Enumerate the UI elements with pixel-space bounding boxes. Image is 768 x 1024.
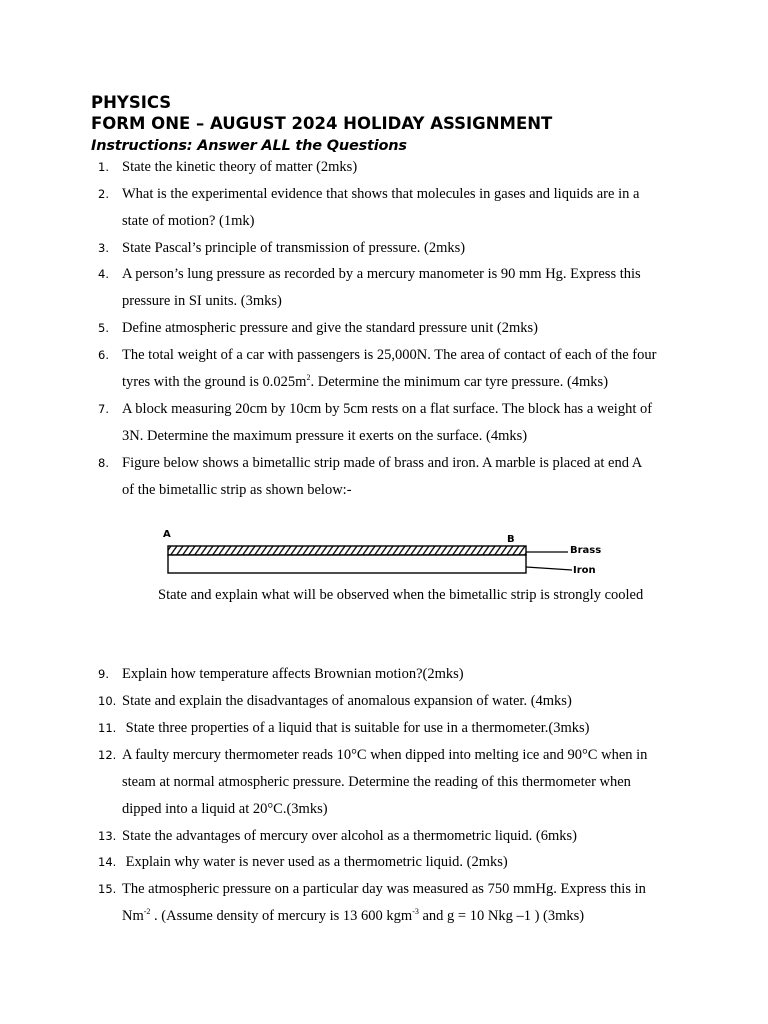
assignment-title: FORM ONE – AUGUST 2024 HOLIDAY ASSIGNMENT [91,114,553,133]
question-text: state of motion? (1mk) [122,213,255,229]
superscript: -2 [143,907,151,917]
question-number: 13. [98,829,117,843]
question-text: State Pascal’s principle of transmission of pressure. (2mks) [122,240,466,256]
question-text-part: . Determine the minimum car tyre pressure. (4mks) [310,374,609,390]
question-text: of the bimetallic strip as shown below:- [122,482,352,498]
question-text: The total weight of a car with passengers is 25,000N. The area of contact of each of the four [122,347,657,363]
label-a: A [163,529,171,540]
brass-layer [168,546,526,555]
question-number: 2. [98,187,109,201]
question-number: 14. [98,855,117,869]
question-text: steam at normal atmospheric pressure. Determine the reading of this thermometer when [122,774,631,790]
question-text: State and explain the disadvantages of anomalous expansion of water. (4mks) [122,693,572,709]
question-number: 15. [98,882,117,896]
question-text: pressure in SI units. (3mks) [122,293,282,309]
superscript: -3 [412,907,419,917]
question-number: 9. [98,667,109,681]
question-number: 5. [98,321,109,335]
question-text: What is the experimental evidence that shows that molecules in gases and liquids are in a [122,186,640,202]
question-text: State the kinetic theory of matter (2mks) [122,159,358,175]
question-number: 3. [98,241,109,255]
question-number: 8. [98,456,109,470]
question-number: 10. [98,694,117,708]
question-number: 12. [98,748,117,762]
iron-pointer-line [526,567,572,570]
question-text-part: tyres with the ground is 0.025m [122,374,307,390]
question-text: The atmospheric pressure on a particular day was measured as 750 mmHg. Express this in [122,881,646,897]
question-text: Define atmospheric pressure and give the standard pressure unit (2mks) [122,320,538,336]
question-text: A faulty mercury thermometer reads 10°C when dipped into melting ice and 90°C when in [122,747,648,763]
label-b: B [507,534,515,545]
superscript: 2 [306,373,311,383]
question-text: Explain why water is never used as a thermometric liquid. (2mks) [122,854,508,870]
question-text: State the advantages of mercury over alcohol as a thermometric liquid. (6mks) [122,828,577,844]
bimetallic-strip-figure [160,526,620,578]
question-number: 4. [98,267,109,281]
iron-layer [168,555,526,573]
question-text: Explain how temperature affects Brownian motion?(2mks) [122,666,464,682]
question-text: State three properties of a liquid that is suitable for use in a thermometer.(3mks) [122,720,590,736]
question-text: 3N. Determine the maximum pressure it exerts on the surface. (4mks) [122,428,528,444]
figure-caption: State and explain what will be observed when the bimetallic strip is strongly cooled [158,587,644,603]
question-text-part: . (Assume density of mercury is 13 600 kgm [150,908,413,924]
question-text-part: and g = 10 Nkg –1 ) (3mks) [418,908,585,924]
question-text: A person’s lung pressure as recorded by a mercury manometer is 90 mm Hg. Express this [122,266,641,282]
question-number: 6. [98,348,109,362]
question-number: 7. [98,402,109,416]
question-number: 11. [98,721,117,735]
instructions: Instructions: Answer ALL the Questions [91,138,407,154]
question-text: Figure below shows a bimetallic strip made of brass and iron. A marble is placed at end A [122,455,643,471]
question-text [122,903,682,930]
label-brass: Brass [570,545,602,556]
question-text-part: Nm [122,908,144,924]
question-number: 1. [98,160,109,174]
label-iron: Iron [573,565,596,576]
question-text: dipped into a liquid at 20°C.(3mks) [122,801,328,817]
subject-heading: PHYSICS [91,93,172,112]
question-text [122,369,682,396]
question-text: A block measuring 20cm by 10cm by 5cm rests on a flat surface. The block has a weight of [122,401,653,417]
